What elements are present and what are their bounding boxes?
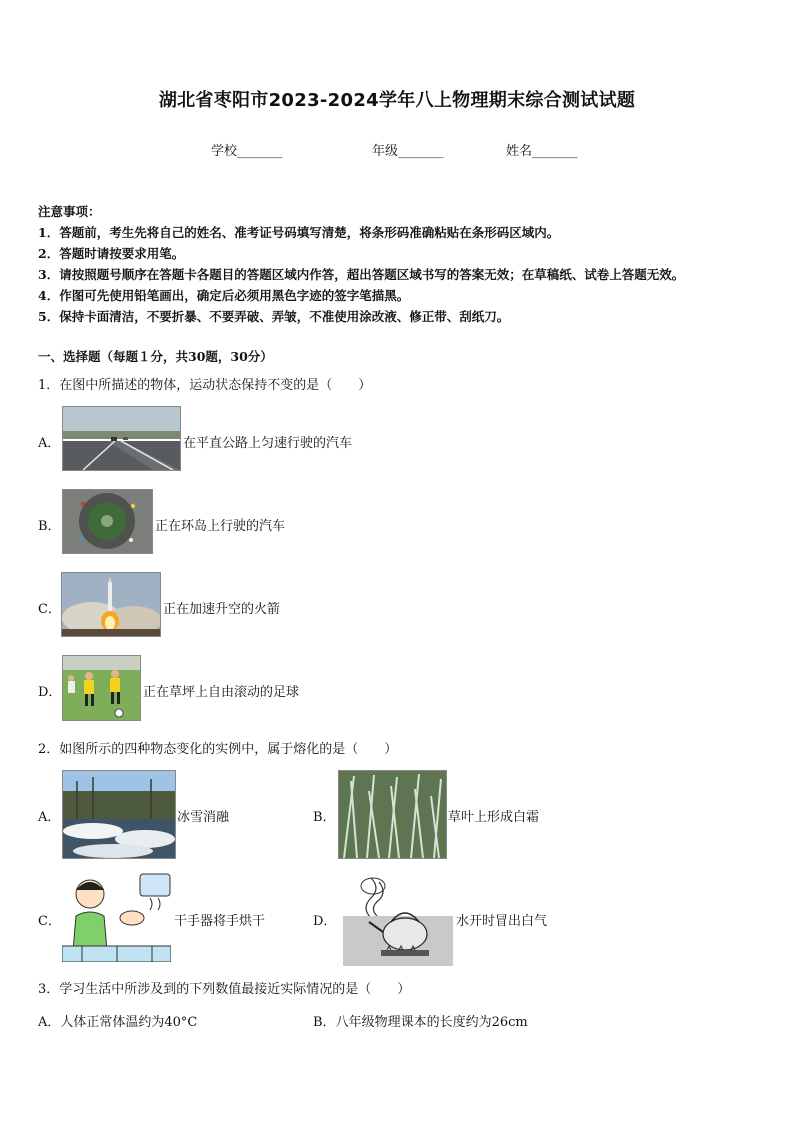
option-letter: A．	[38, 810, 61, 825]
option-letter: D．	[38, 685, 62, 700]
option-letter: B．	[313, 1015, 336, 1030]
option-caption: 草叶上形成白霜	[448, 810, 540, 825]
notice-block	[38, 201, 684, 327]
option-letter: A．	[38, 1015, 61, 1030]
option-letter: D．	[313, 914, 337, 929]
exam-title: 湖北省枣阳市2023-2024学年八上物理期末综合测试试题	[158, 90, 636, 111]
school-field: 学校_______	[211, 144, 283, 159]
roundabout-image	[62, 489, 153, 554]
notice-item: 2．答题时请按要求用笔。	[38, 246, 185, 261]
option-caption: 水开时冒出白气	[456, 914, 548, 929]
option-letter: B．	[38, 519, 61, 534]
grade-field: 年级_______	[372, 144, 444, 159]
name-field: 姓名_______	[506, 144, 578, 159]
option-caption: 冰雪消融	[177, 810, 230, 825]
option-letter: C．	[38, 914, 61, 929]
hand-dryer-image	[62, 872, 171, 962]
option-caption: 在平直公路上匀速行驶的汽车	[183, 436, 353, 451]
notice-heading: 注意事项：	[38, 204, 101, 219]
melting-snow-image	[62, 770, 176, 859]
option-caption: 正在加速升空的火箭	[163, 602, 281, 617]
option-text: 八年级物理课本的长度约为26cm	[335, 1015, 528, 1030]
question-3-stem: 3．学习生活中所涉及到的下列数值最接近实际情况的是（ ）	[38, 982, 411, 997]
notice-item: 4．作图可先使用铅笔画出，确定后必须用黑色字迹的签字笔描黑。	[38, 288, 410, 303]
notice-item: 5．保持卡面清洁，不要折暴、不要弄破、弄皱，不准使用涂改液、修正带、刮纸刀。	[38, 309, 510, 324]
boiling-kettle-image	[343, 872, 453, 966]
notice-item: 3．请按照题号顺序在答题卡各题目的答题区域内作答，超出答题区域书写的答案无效；在草稿纸、试卷上答题无效。	[38, 267, 685, 282]
frost-grass-image	[338, 770, 447, 859]
option-caption: 正在环岛上行驶的汽车	[155, 519, 286, 534]
rocket-launch-image	[61, 572, 161, 637]
option-text: 人体正常体温约为40°C	[60, 1015, 198, 1030]
option-caption: 干手器将手烘干	[174, 914, 266, 929]
soccer-ball-image	[62, 655, 141, 721]
question-3-option-a	[38, 1011, 197, 1030]
option-letter: B．	[313, 810, 336, 825]
question-2-stem: 2．如图所示的四种物态变化的实例中，属于熔化的是（ ）	[38, 742, 398, 757]
option-letter: A．	[38, 436, 61, 451]
notice-item: 1．答题前，考生先将自己的姓名、准考证号码填写清楚，将条形码准确粘贴在条形码区域内。	[38, 225, 560, 240]
question-1-stem: 1．在图中所描述的物体，运动状态保持不变的是（ ）	[38, 378, 372, 393]
option-letter: C．	[38, 602, 61, 617]
section-heading: 一、选择题（每题１分，共30题，30分）	[38, 349, 273, 364]
question-3-option-b	[313, 1011, 528, 1030]
highway-car-image	[62, 406, 181, 471]
option-caption: 正在草坪上自由滚动的足球	[143, 685, 300, 700]
